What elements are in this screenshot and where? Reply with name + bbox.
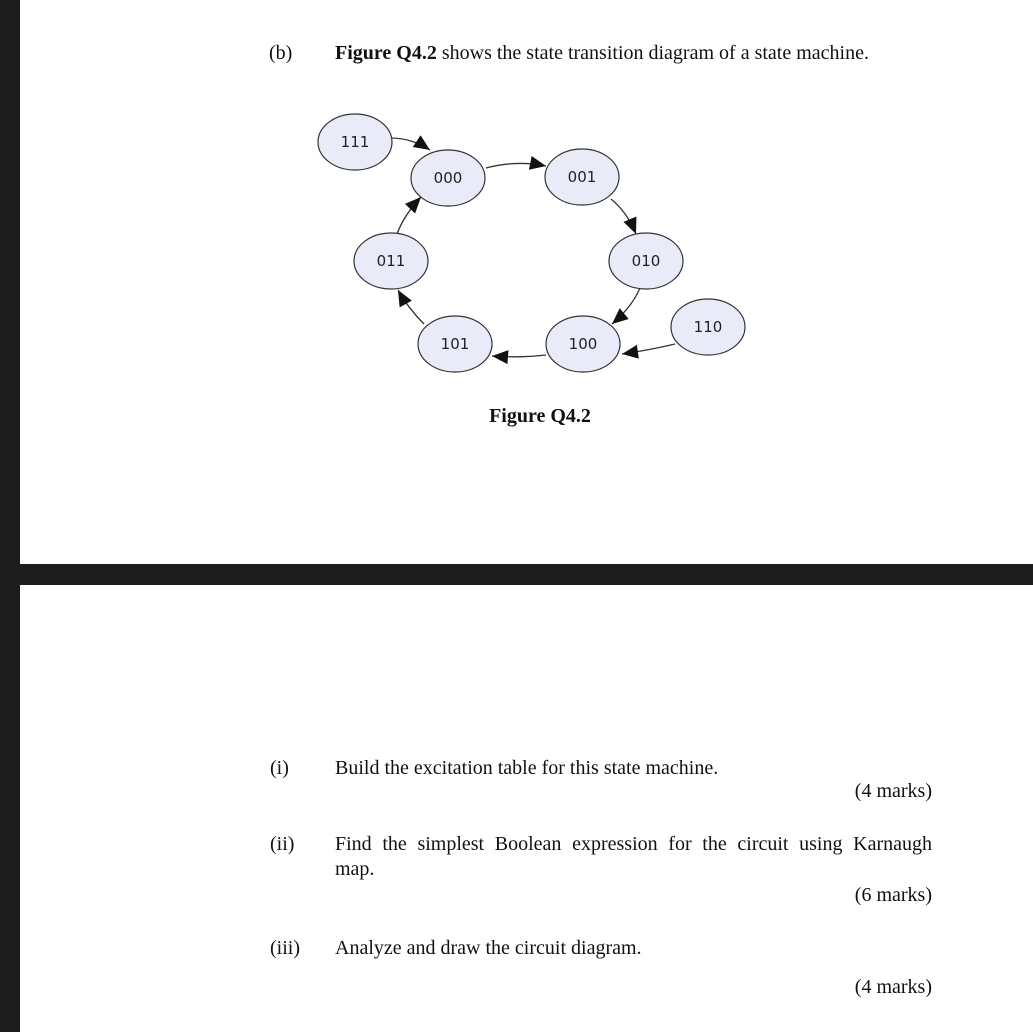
figure-caption: Figure Q4.2	[489, 405, 591, 427]
state-node-100	[546, 316, 620, 372]
figure-reference: Figure Q4.2	[335, 42, 437, 64]
transition-110-to-100	[622, 344, 675, 359]
transition-010-to-100	[612, 288, 640, 324]
transition-001-to-010	[611, 199, 636, 234]
state-label: 100	[568, 335, 598, 353]
intro-text: shows the state transition diagram of a state machine.	[436, 42, 869, 64]
page-separator	[0, 564, 1033, 585]
arrowhead	[623, 217, 636, 234]
question-ii-text-line1: Find the simplest Boolean expression for the circuit using Karnaugh	[335, 833, 932, 855]
arrowhead	[398, 290, 412, 307]
state-node-010	[609, 233, 683, 289]
question-ii-marks: (6 marks)	[854, 884, 932, 906]
question-iii-text: Analyze and draw the circuit diagram.	[335, 937, 642, 959]
arrowhead	[529, 156, 546, 170]
part-b-intro	[335, 42, 869, 65]
state-label: 000	[433, 169, 463, 187]
state-node-011	[354, 233, 428, 289]
state-label: 110	[693, 318, 723, 336]
question-ii-text-line2: map.	[335, 858, 375, 880]
state-transition-diagram	[300, 100, 760, 390]
state-node-001	[545, 149, 619, 205]
state-label: 010	[631, 252, 661, 270]
question-i-marks: (4 marks)	[854, 780, 932, 802]
page-bottom	[20, 585, 1033, 1032]
state-label: 011	[376, 252, 406, 270]
arrowhead	[622, 345, 639, 359]
transition-011-to-000	[397, 197, 421, 234]
question-iii-number: (iii)	[270, 937, 300, 959]
state-node-000	[411, 150, 485, 206]
transition-111-to-000	[390, 135, 430, 150]
state-label: 001	[567, 168, 597, 186]
question-iii-marks: (4 marks)	[854, 976, 932, 998]
question-i-number: (i)	[270, 757, 289, 779]
state-node-101	[418, 316, 492, 372]
question-i-text: Build the excitation table for this state machine.	[335, 757, 719, 779]
part-b-label: (b)	[269, 42, 293, 64]
arrowhead	[492, 350, 508, 364]
question-ii-number: (ii)	[270, 833, 295, 855]
transition-101-to-011	[398, 290, 424, 324]
transition-100-to-101	[492, 350, 546, 364]
state-label: 111	[340, 133, 370, 151]
transition-000-to-001	[486, 156, 546, 170]
state-node-110	[671, 299, 745, 355]
state-label: 101	[440, 335, 470, 353]
arrowhead	[405, 197, 421, 213]
left-dark-border	[0, 0, 20, 1032]
state-node-111	[318, 114, 392, 170]
